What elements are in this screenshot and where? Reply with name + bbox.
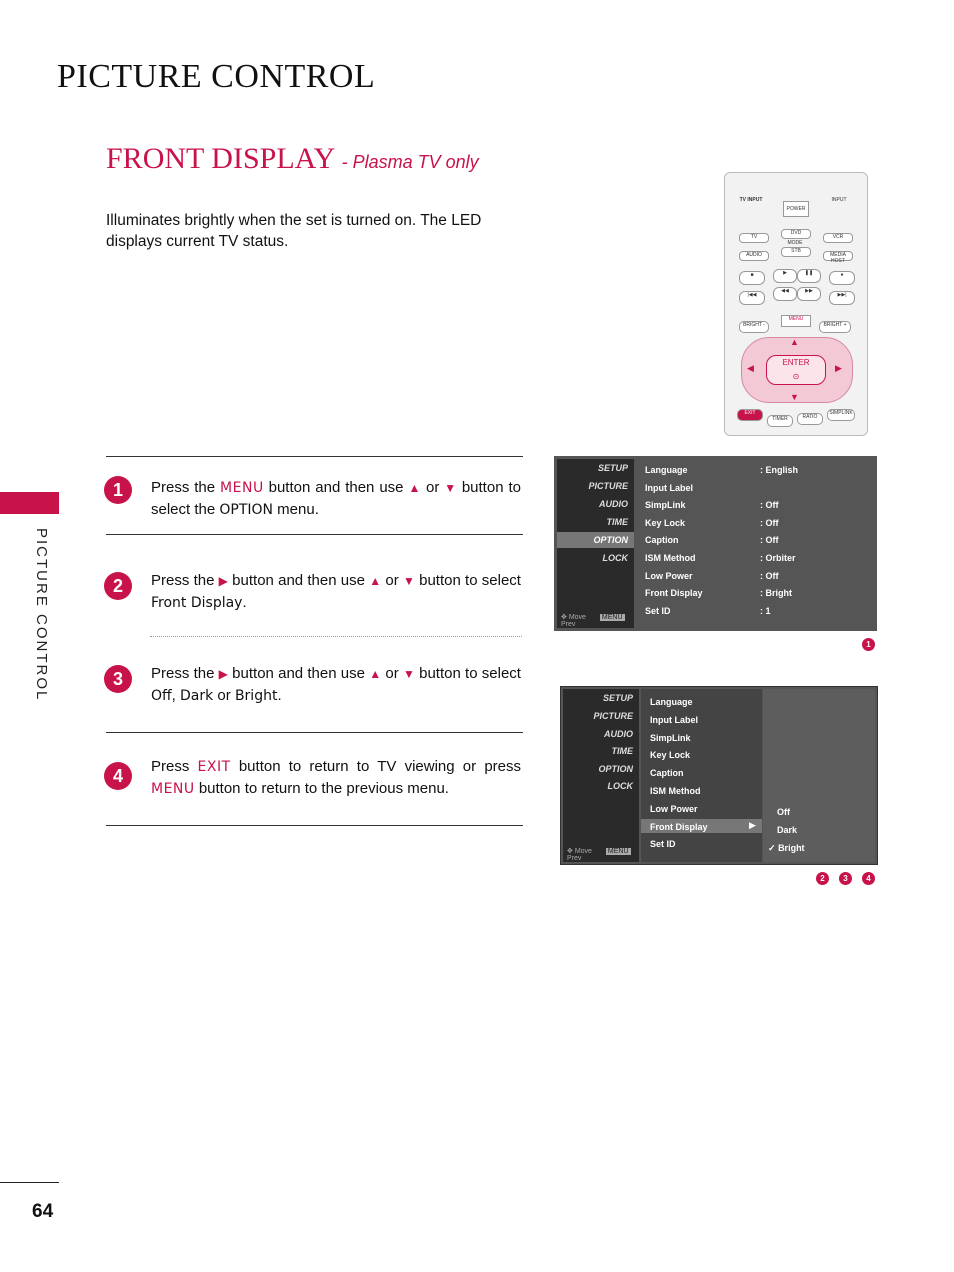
option-bright: ✓ Bright (768, 843, 805, 853)
menu-key-icon: MENU (607, 848, 629, 855)
menu-1-row-label: ISM Method (645, 553, 696, 563)
remote-tv-input-label: TV INPUT (739, 197, 763, 203)
remote-simplink-button: SIMPLINK (827, 409, 855, 421)
remote-mode-label: MODE (787, 240, 803, 246)
menu-1-row-value: : Off (760, 570, 779, 581)
menu-2-tab-picture: PICTURE (593, 711, 633, 721)
menu-2-row-label: Low Power (650, 803, 698, 814)
remote-forward-icon: ▶▶ (797, 287, 821, 301)
menu-2-tab-time: TIME (611, 746, 633, 756)
remote-tv-button: TV (739, 233, 769, 243)
remote-ratio-button: RATIO (797, 413, 823, 425)
remote-left-arrow-icon: ◀ (747, 363, 754, 373)
option-menu-screen-2 (560, 686, 878, 865)
step-3-text: Press the ▶ button and then use ▲ or ▼ button to select Off, Dark or Bright. (151, 665, 521, 704)
menu-key-icon: MENU (601, 614, 623, 621)
step-2-text: Press the ▶ button and then use ▲ or ▼ button to select Front Display. (151, 572, 521, 611)
menu-tab-column (557, 459, 634, 628)
menu-2-tab-option: OPTION (598, 764, 633, 774)
menu-2-row-label: Caption (650, 768, 684, 779)
menu-tab-time: TIME (606, 517, 628, 527)
menu-2-row-label: Front Display (650, 821, 708, 832)
remote-stop-icon: ■ (739, 271, 765, 285)
footer-rule (0, 1182, 59, 1183)
menu-1-row-value: : Off (760, 500, 779, 511)
option-dark: Dark (777, 825, 798, 835)
step-dotted-rule (150, 636, 522, 637)
section-subtitle: - Plasma TV only (341, 152, 479, 172)
step-4-text: Press EXIT button to return to TV viewing or press MENU button to return to the previous menu. (151, 758, 521, 797)
menu-2-row-label: Key Lock (650, 750, 691, 761)
menu-footer: ✥ Move MENU Prev (561, 614, 623, 628)
menu-tab-picture: PICTURE (588, 481, 628, 491)
step-rule-2 (106, 732, 523, 733)
remote-pause-icon: ❚❚ (797, 269, 821, 283)
menu-2-row-label: Set ID (650, 839, 676, 850)
step-rule-top (106, 456, 523, 457)
menu-2-badge-3: 3 (839, 872, 852, 885)
menu-tab-option: OPTION (593, 535, 628, 545)
remote-bright-minus-button: BRIGHT - (739, 321, 769, 333)
remote-play-icon: ▶ (773, 269, 797, 283)
menu-2-tab-audio: AUDIO (604, 729, 633, 739)
page-title: PICTURE CONTROL (57, 58, 376, 95)
remote-down-arrow-icon: ▼ (790, 392, 799, 402)
remote-vcr-button: VCR (823, 233, 853, 243)
menu-2-tab-column (563, 689, 639, 862)
page-number: 64 (32, 1201, 54, 1222)
section-title-text: FRONT DISPLAY (106, 142, 335, 175)
step-1-badge: 1 (104, 476, 132, 504)
menu-tab-setup: SETUP (597, 463, 628, 473)
remote-audio-button: AUDIO (739, 251, 769, 261)
menu-1-row-value: : English (760, 465, 798, 475)
remote-skip-back-icon: |◀◀ (739, 291, 765, 305)
menu-1-row-value: : Orbiter (760, 553, 796, 563)
side-tab-label: PICTURE CONTROL (33, 528, 50, 702)
menu-2-row-label: SimpLink (650, 732, 691, 743)
step-rule-bottom (106, 825, 523, 826)
menu-1-row-value: : Off (760, 535, 779, 546)
remote-input-label: INPUT (831, 197, 847, 203)
remote-record-icon: ● (829, 271, 855, 285)
step-1-text: Press the MENU button and then use ▲ or ▼ button to select the OPTION menu. (151, 479, 521, 518)
submenu-arrow-icon: ▶ (749, 820, 756, 830)
menu-2-row-label: ISM Method (650, 786, 701, 796)
menu-1-row-label: Key Lock (645, 517, 686, 528)
intro-paragraph: Illuminates brightly when the set is turned on. The LED displays current TV status. (106, 212, 482, 250)
remote-media-host-button: MEDIA HOST (823, 251, 853, 261)
menu-1-row-value: : 1 (760, 605, 771, 616)
remote-skip-forward-icon: ▶▶| (829, 291, 855, 305)
menu-1-row-label: Low Power (645, 570, 693, 581)
step-rule-1 (106, 534, 523, 535)
option-menu-screen-1 (554, 456, 877, 631)
menu-2-options-panel (763, 689, 875, 862)
menu-1-row-value: : Bright (760, 588, 792, 599)
section-title (106, 142, 479, 176)
check-icon: ✓ (768, 843, 776, 853)
remote-bright-plus-button: BRIGHT + (819, 321, 851, 333)
menu-1-row-label: Caption (645, 535, 679, 546)
menu-1-badge: 1 (862, 638, 875, 651)
menu-1-row-label: SimpLink (645, 500, 686, 511)
remote-timer-button: TIMER (767, 415, 793, 427)
remote-menu-button: MENU (781, 315, 811, 327)
remote-control (724, 172, 868, 436)
menu-1-row-label: Input Label (645, 482, 693, 493)
menu-2-row-label: Input Label (650, 714, 698, 725)
move-icon: ✥ (567, 848, 573, 855)
remote-power-button: POWER (783, 201, 809, 217)
remote-up-arrow-icon: ▲ (790, 337, 799, 347)
remote-exit-button: EXIT (737, 409, 763, 421)
menu-2-badge-2: 2 (816, 872, 829, 885)
remote-rewind-icon: ◀◀ (773, 287, 797, 301)
menu-1-row-value: : Off (760, 517, 779, 528)
option-off: Off (777, 807, 790, 817)
move-icon: ✥ (561, 614, 567, 621)
remote-right-arrow-icon: ▶ (835, 363, 842, 373)
menu-2-badge-4: 4 (862, 872, 875, 885)
remote-stb-button: STB (781, 247, 811, 257)
menu-2-tab-lock: LOCK (607, 781, 633, 791)
menu-tab-audio: AUDIO (599, 499, 628, 509)
step-3-badge: 3 (104, 665, 132, 693)
menu-2-tab-setup: SETUP (602, 693, 633, 703)
side-tab-marker (0, 492, 59, 514)
menu-1-row-label: Language (645, 465, 688, 475)
remote-dvd-button: DVD (781, 229, 811, 239)
remote-enter-button: ENTER ⊙ (766, 355, 826, 385)
menu-1-row-label: Set ID (645, 605, 671, 616)
menu-tab-lock: LOCK (602, 553, 628, 563)
step-2-badge: 2 (104, 572, 132, 600)
menu-2-footer: ✥ Move MENU Prev (567, 848, 629, 862)
menu-1-row-label: Front Display (645, 588, 703, 599)
step-4-badge: 4 (104, 762, 132, 790)
menu-2-row-label: Language (650, 697, 693, 707)
